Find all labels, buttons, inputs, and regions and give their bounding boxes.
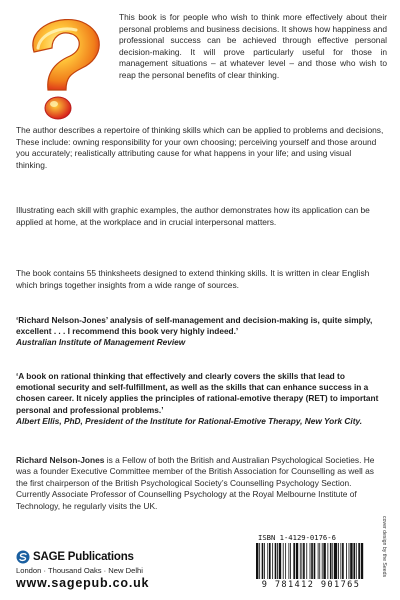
barcode-bar bbox=[256, 543, 258, 579]
barcode-digits: 9 781412 901765 bbox=[252, 580, 370, 590]
barcode-bar bbox=[356, 543, 357, 579]
description-paragraph-3: The book contains 55 thinksheets designed to extend thinking skills. It is written in clear English which brings together insights from a wide range of sources. bbox=[16, 268, 370, 290]
review-quote-1-source: Australian Institute of Management Review bbox=[16, 337, 186, 348]
description-paragraph-2: Illustrating each skill with graphic examples, the author demonstrates how its application can be applied at home, at the workplace and in crucial interpersonal matters. bbox=[16, 205, 370, 227]
barcode-bar bbox=[283, 543, 284, 579]
barcode-bar bbox=[310, 543, 311, 579]
barcode-bar bbox=[340, 543, 341, 579]
barcode-bar bbox=[262, 543, 264, 579]
barcode-bar bbox=[306, 543, 307, 579]
barcode-bar bbox=[350, 543, 352, 579]
barcode-bar bbox=[275, 543, 277, 579]
barcode-bar bbox=[296, 543, 298, 579]
barcode-bar bbox=[269, 543, 271, 579]
review-quote-2 bbox=[16, 371, 384, 427]
isbn-label: ISBN 1-4129-0176-6 bbox=[258, 533, 336, 542]
barcode-bar bbox=[330, 543, 332, 579]
barcode-bar bbox=[301, 543, 302, 579]
description-paragraph-1: The author describes a repertoire of thinking skills which can be applied to problems and decisions, These include: owning responsibility for your own choosing; perceiving yourself and those around you accurately; realistically attributing cause for what happens in your life; and using visual thinking. bbox=[16, 125, 384, 170]
barcode-bar bbox=[327, 543, 328, 579]
question-mark-art-icon bbox=[16, 12, 112, 124]
barcode-bar bbox=[318, 543, 319, 579]
author-bio bbox=[16, 455, 384, 512]
barcode-bar bbox=[358, 543, 360, 579]
cover-design-credit: cover design by the Seeds bbox=[381, 516, 387, 578]
barcode-bar bbox=[353, 543, 355, 579]
review-quote-2-text: ‘A book on rational thinking that effectively and clearly covers the skills that lead to emotional security and self-fulfillment, as well as the skills that can enhance success in a chosen career. It nicely applies the principles of rational-emotive therapy (RET) to important personal and professional problems.’ bbox=[16, 371, 379, 415]
barcode-bar bbox=[288, 543, 289, 579]
author-name: Richard Nelson-Jones bbox=[16, 455, 105, 465]
review-quote-1 bbox=[16, 315, 384, 349]
barcode-bar bbox=[303, 543, 305, 579]
barcode-bar bbox=[334, 543, 337, 579]
publisher-logo bbox=[16, 550, 236, 564]
barcode-bar bbox=[264, 543, 265, 579]
barcode-bar bbox=[290, 543, 291, 579]
barcode-bar bbox=[342, 543, 344, 579]
barcode-bar bbox=[272, 543, 273, 579]
intro-blurb: This book is for people who wish to think more effectively about their personal problems and business decisions. It shows how happiness and professional success can be achieved through effective personal decision-making. It will prove particularly useful for those in management situations – at whatever level – and those who wish to reap the personal benefits of clear thinking. bbox=[119, 12, 387, 80]
review-quote-1-text: ‘Richard Nelson-Jones’ analysis of self-management and decision-making is, quite simply, excellent . . . I recommend this book very highly indeed.’ bbox=[16, 315, 373, 337]
barcode-bar bbox=[322, 543, 323, 579]
barcode-bar bbox=[311, 543, 313, 579]
barcode-bar bbox=[259, 543, 260, 579]
barcode-bar bbox=[346, 543, 347, 579]
barcode-bar bbox=[300, 543, 301, 579]
publisher-url: www.sagepub.co.uk bbox=[16, 576, 150, 590]
barcode-bar bbox=[293, 543, 295, 579]
barcode-bar bbox=[332, 543, 333, 579]
barcode-bar bbox=[319, 543, 320, 579]
publisher-block bbox=[16, 550, 236, 590]
publisher-cities: London · Thousand Oaks · New Delhi bbox=[16, 566, 143, 575]
barcode-bar bbox=[361, 543, 363, 579]
barcode-bar bbox=[314, 543, 316, 579]
review-quote-2-source: Albert Ellis, PhD, President of the Institute for Rational-Emotive Therapy, New York City. bbox=[16, 415, 363, 426]
barcode-bar bbox=[267, 543, 268, 579]
barcode-bar bbox=[285, 543, 286, 579]
barcode-bar bbox=[279, 543, 281, 579]
publisher-name: SAGE Publications bbox=[33, 551, 134, 563]
author-bio-text: is a Fellow of both the British and Australian Psychological Societies. He was a founder Executive Committee member of the British Association for Counselling as well as the first chairperson of the British Psychological Society’s Counselling Psychology Section. Currently Associate Professor of Counselling Psychology at the Royal Melbourne Institute of Technology, he regularly visits the UK. bbox=[16, 455, 375, 511]
barcode-bar bbox=[349, 543, 350, 579]
barcode-bar bbox=[323, 543, 325, 579]
barcode-bar bbox=[338, 543, 339, 579]
sage-logo-icon bbox=[16, 550, 30, 564]
barcode-bar bbox=[277, 543, 278, 579]
